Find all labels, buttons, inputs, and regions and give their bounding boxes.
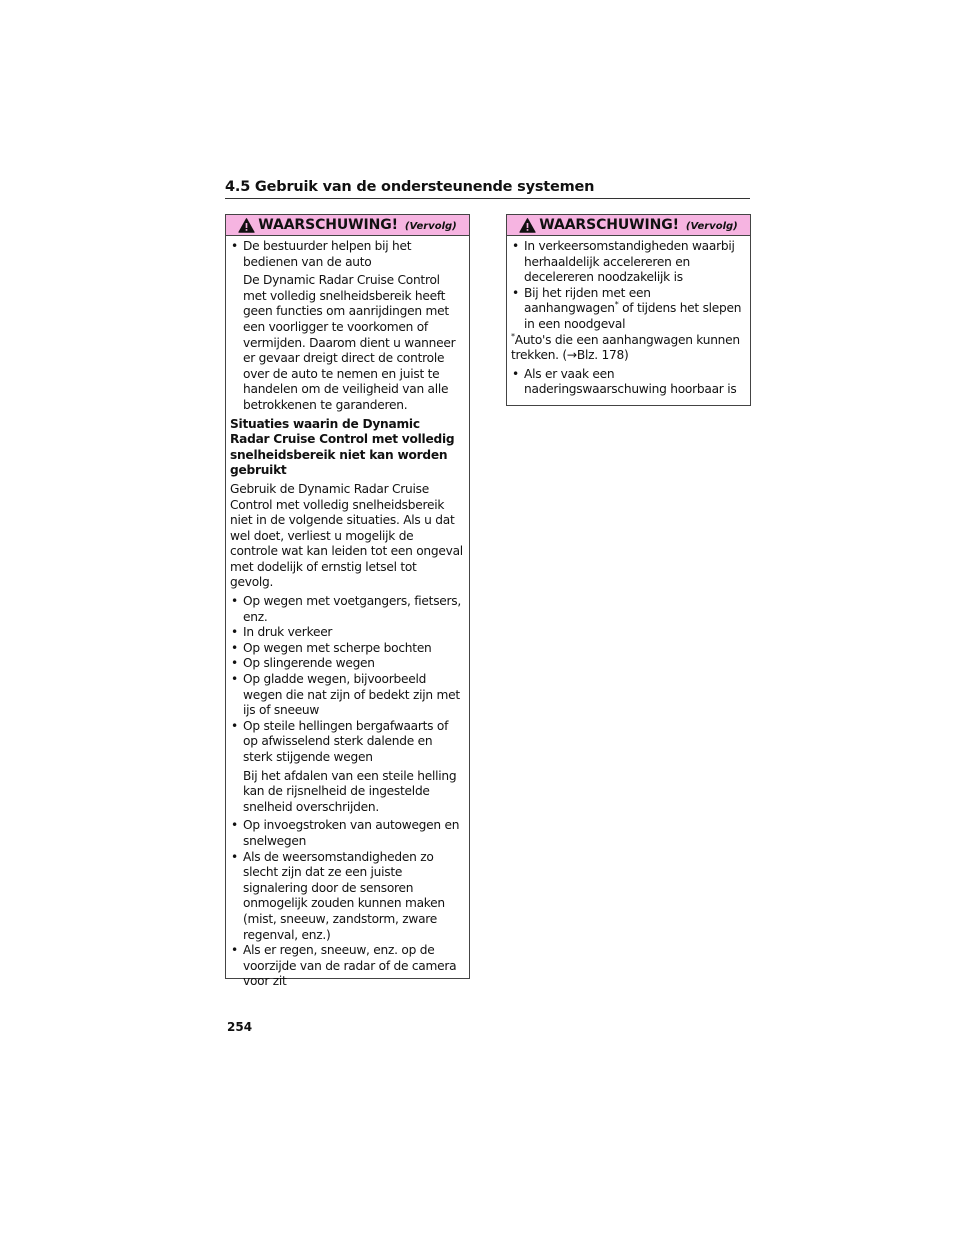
warning-title: WAARSCHUWING! — [258, 217, 398, 233]
footnote-marker: * — [511, 331, 515, 341]
list-item — [511, 286, 744, 333]
list-item: • Als er vaak een naderingswaarschuwing hoorbaar is — [511, 367, 744, 398]
footnote-text: Auto's die een aanhangwagen kunnen trekken. (→Blz. 178) — [511, 332, 740, 363]
warning-header — [226, 215, 469, 236]
list-item: • Op wegen met scherpe bochten — [230, 641, 463, 657]
bullet-list — [230, 239, 463, 270]
list-item: • De bestuurder helpen bij het bedienen van de auto — [230, 239, 463, 270]
warning-continued: (Vervolg) — [404, 221, 457, 232]
list-item: • Als er regen, sneeuw, enz. op de voorzijde van de radar of de camera voor zit — [230, 943, 463, 990]
warning-triangle-icon — [238, 218, 255, 233]
situations-list — [230, 594, 463, 766]
warning-header — [507, 215, 750, 236]
situations-list-2 — [230, 818, 463, 990]
list-item: • Op invoegstroken van autowegen en snelwegen — [230, 818, 463, 849]
bullet-list-2 — [511, 367, 744, 398]
item-text: of tijdens het slepen in een noodgeval — [524, 301, 742, 331]
warning-title: WAARSCHUWING! — [539, 217, 679, 233]
paragraph: Bij het afdalen van een steile helling kan de rijsnelheid de ingestelde snelheid overschrijden. — [243, 768, 457, 814]
warning-box-right — [506, 214, 751, 406]
subheading: Situaties waarin de Dynamic Radar Cruise Control met volledig snelheidsbereik niet kan worden gebruikt — [230, 416, 455, 478]
list-item: • In druk verkeer — [230, 625, 463, 641]
list-item: • Op gladde wegen, bijvoorbeeld wegen die nat zijn of bedekt zijn met ijs of sneeuw — [230, 672, 463, 719]
section-divider — [225, 198, 750, 199]
footnote-marker: * — [614, 300, 619, 310]
item-text: Bij het rijden met een aanhangwagen — [524, 285, 651, 316]
warning-triangle-icon — [519, 218, 536, 233]
section-title: 4.5 Gebruik van de ondersteunende systemen — [225, 179, 595, 195]
warning-continued: (Vervolg) — [685, 221, 738, 232]
list-item: • Op slingerende wegen — [230, 656, 463, 672]
paragraph: Gebruik de Dynamic Radar Cruise Control met volledig snelheidsbereik niet in de volgende situaties. Als u dat wel doet, verliest u mogelijk de controle wat kan leiden tot een ongeval met dodelijk of ernstig letsel tot gevolg. — [230, 481, 463, 590]
list-item: • Op wegen met voetgangers, fietsers, enz. — [230, 594, 463, 625]
list-item: • Op steile hellingen bergafwaarts of op afwisselend sterk dalende en sterk stijgende wegen — [230, 719, 463, 766]
warning-box-left — [225, 214, 470, 989]
bullet-list — [511, 239, 744, 333]
footnote — [511, 333, 744, 364]
page-number: 254 — [227, 1020, 253, 1034]
paragraph: De Dynamic Radar Cruise Control met volledig snelheidsbereik heeft geen functies om aanrijdingen met een voorligger te voorkomen of vermijden. Daarom dient u wanneer er gevaar dreigt direct de controle over de auto te nemen en juist te handelen om de veiligheid van alle betrokkenen te garanderen. — [243, 273, 456, 412]
list-item: • Als de weersomstandigheden zo slecht zijn dat ze een juiste signalering door de sensoren onmogelijk zouden kunnen maken (mist, sneeuw, zandstorm, zware regenval, enz.) — [230, 850, 463, 944]
list-item: • In verkeersomstandigheden waarbij herhaaldelijk accelereren en decelereren noodzakelijk is — [511, 239, 744, 286]
warning-body — [226, 236, 469, 990]
warning-body — [507, 236, 750, 398]
